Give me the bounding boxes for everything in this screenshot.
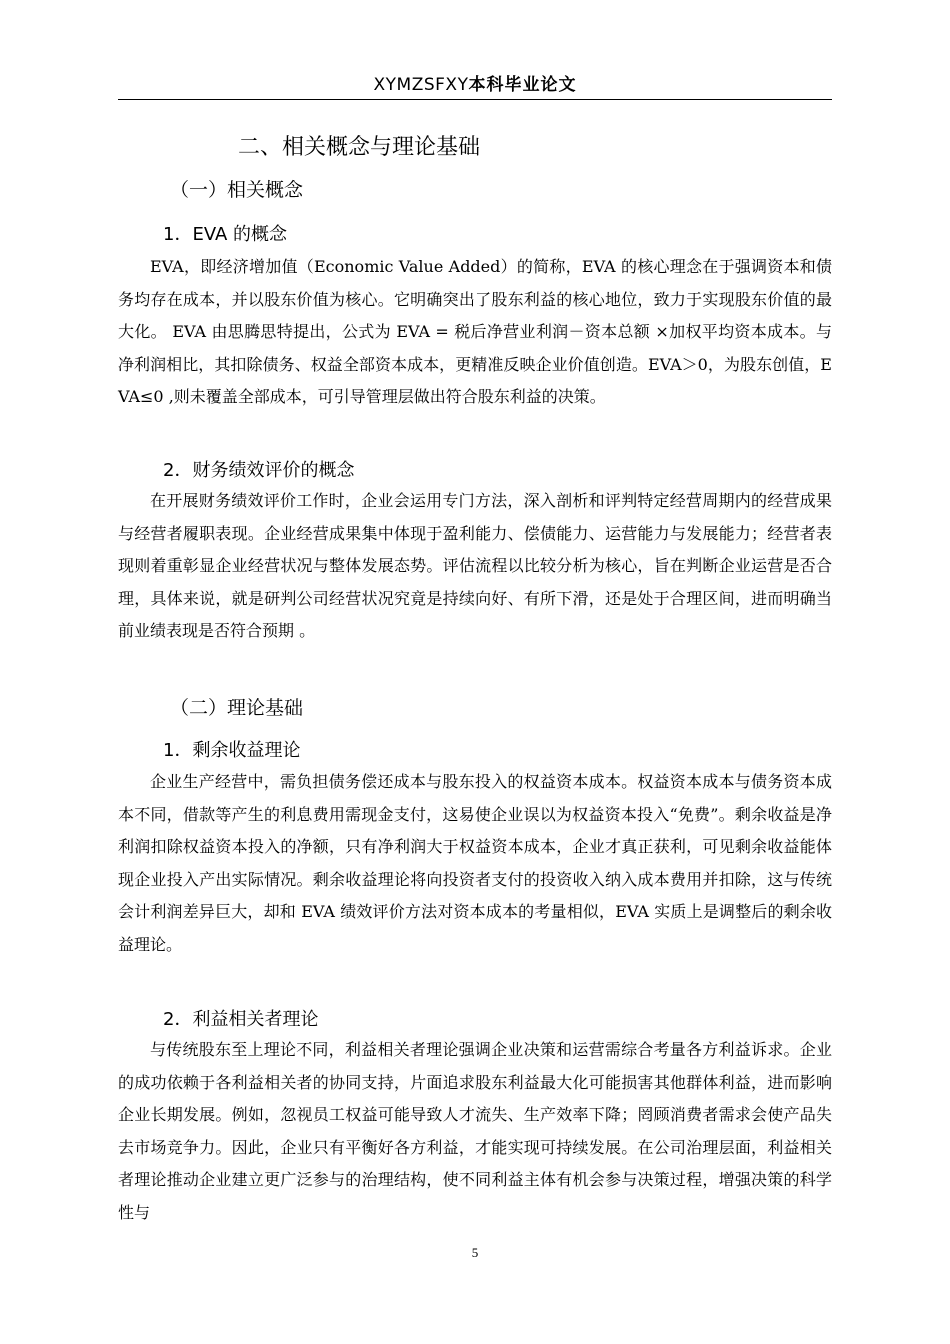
subsection-heading-residual-income: 1．剩余收益理论: [163, 740, 301, 761]
page-number: 5: [471, 1245, 479, 1260]
header-code: XYMZSFXY: [373, 75, 469, 95]
section-heading-theory: （二）理论基础: [170, 697, 304, 719]
subsection-heading-financial-performance: 2．财务绩效评价的概念: [163, 460, 355, 481]
paragraph-eva: EVA，即经济增加值（Economic Value Added）的简称，EVA 的核心理念在于强调资本和债务均存在成本，并以股东价值为核心。它明确突出了股东利益的核心地位，致力于实现股东价值的最大化。 EVA 由思腾思特提出，公式为 EVA = 税后净营业利润－资本总额 ×加权平均资本成本。与净利润相比，其扣除债务、权益全部资本成本，更精准反映企业价值创造。EVA＞0，为股东创值，EVA≤0 ,则未覆盖全部成本，可引导管理层做出符合股东利益的决策。: [118, 257, 832, 407]
subsection-heading-eva: 1．EVA 的概念: [163, 224, 288, 245]
header-divider: [118, 99, 832, 100]
paragraph-stakeholder: 与传统股东至上理论不同，利益相关者理论强调企业决策和运营需综合考量各方利益诉求。企业的成功依赖于各利益相关者的协同支持，片面追求股东利益最大化可能损害其他群体利益，进而影响企业长期发展。例如，忽视员工权益可能导致人才流失、生产效率下降；罔顾消费者需求会使产品失去市场竞争力。因此，企业只有平衡好各方利益，才能实现可持续发展。在公司治理层面，利益相关者理论推动企业建立更广泛参与的治理结构，使不同利益主体有机会参与决策过程，增强决策的科学性与: [118, 1040, 832, 1222]
chapter-title: 二、相关概念与理论基础: [238, 135, 481, 160]
header-title: 本科毕业论文: [468, 75, 577, 95]
section-heading-concepts: （一）相关概念: [170, 179, 304, 201]
paragraph-residual-income: 企业生产经营中，需负担债务偿还成本与股东投入的权益资本成本。权益资本成本与债务资本成本不同，借款等产生的利息费用需现金支付，这易使企业误以为权益资本投入“免费”。剩余收益是净利润扣除权益资本投入的净额，只有净利润大于权益资本成本，企业才真正获利，可见剩余收益能体现企业投入产出实际情况。剩余收益理论将向投资者支付的投资收入纳入成本费用并扣除，这与传统会计利润差异巨大，却和 EVA 绩效评价方法对资本成本的考量相似，EVA 实质上是调整后的剩余收益理论。: [118, 772, 832, 954]
subsection-heading-stakeholder: 2．利益相关者理论: [163, 1009, 319, 1030]
paragraph-financial-performance: 在开展财务绩效评价工作时，企业会运用专门方法，深入剖析和评判特定经营周期内的经营成果与经营者履职表现。企业经营成果集中体现于盈利能力、偿债能力、运营能力与发展能力；经营者表现则着重彰显企业经营状况与整体发展态势。评估流程以比较分析为核心，旨在判断企业运营是否合理，具体来说，就是研判公司经营状况究竟是持续向好、有所下滑，还是处于合理区间，进而明确当前业绩表现是否符合预期 。: [118, 491, 832, 641]
page-header: [118, 72, 832, 100]
